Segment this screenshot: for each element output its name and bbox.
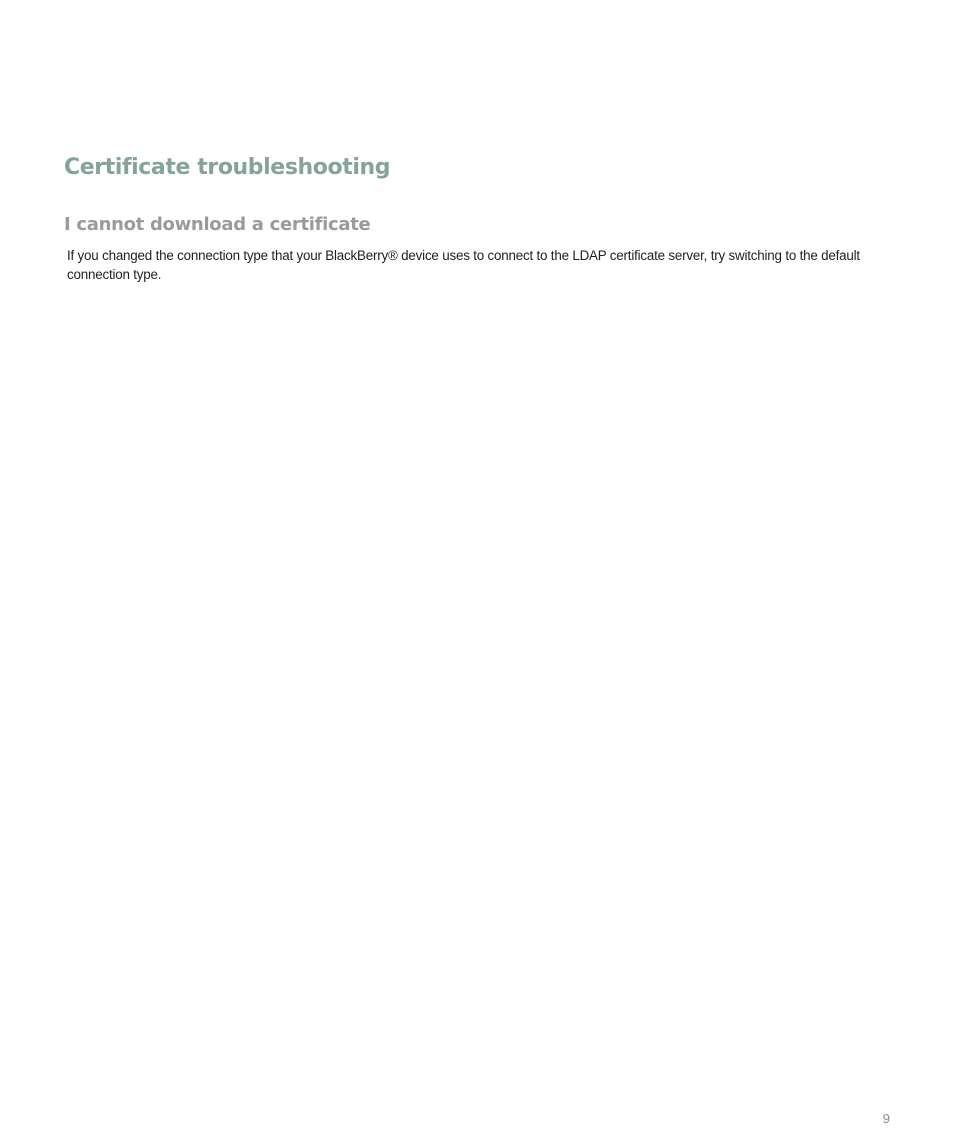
body-paragraph: If you changed the connection type that your BlackBerry® device uses to connect to the LDAP certificate server, try switching to the default connection type. — [67, 248, 860, 282]
subsection-title: I cannot download a certificate — [64, 214, 371, 235]
page-number: 9 — [882, 1111, 890, 1126]
section-title: Certificate troubleshooting — [64, 155, 391, 180]
